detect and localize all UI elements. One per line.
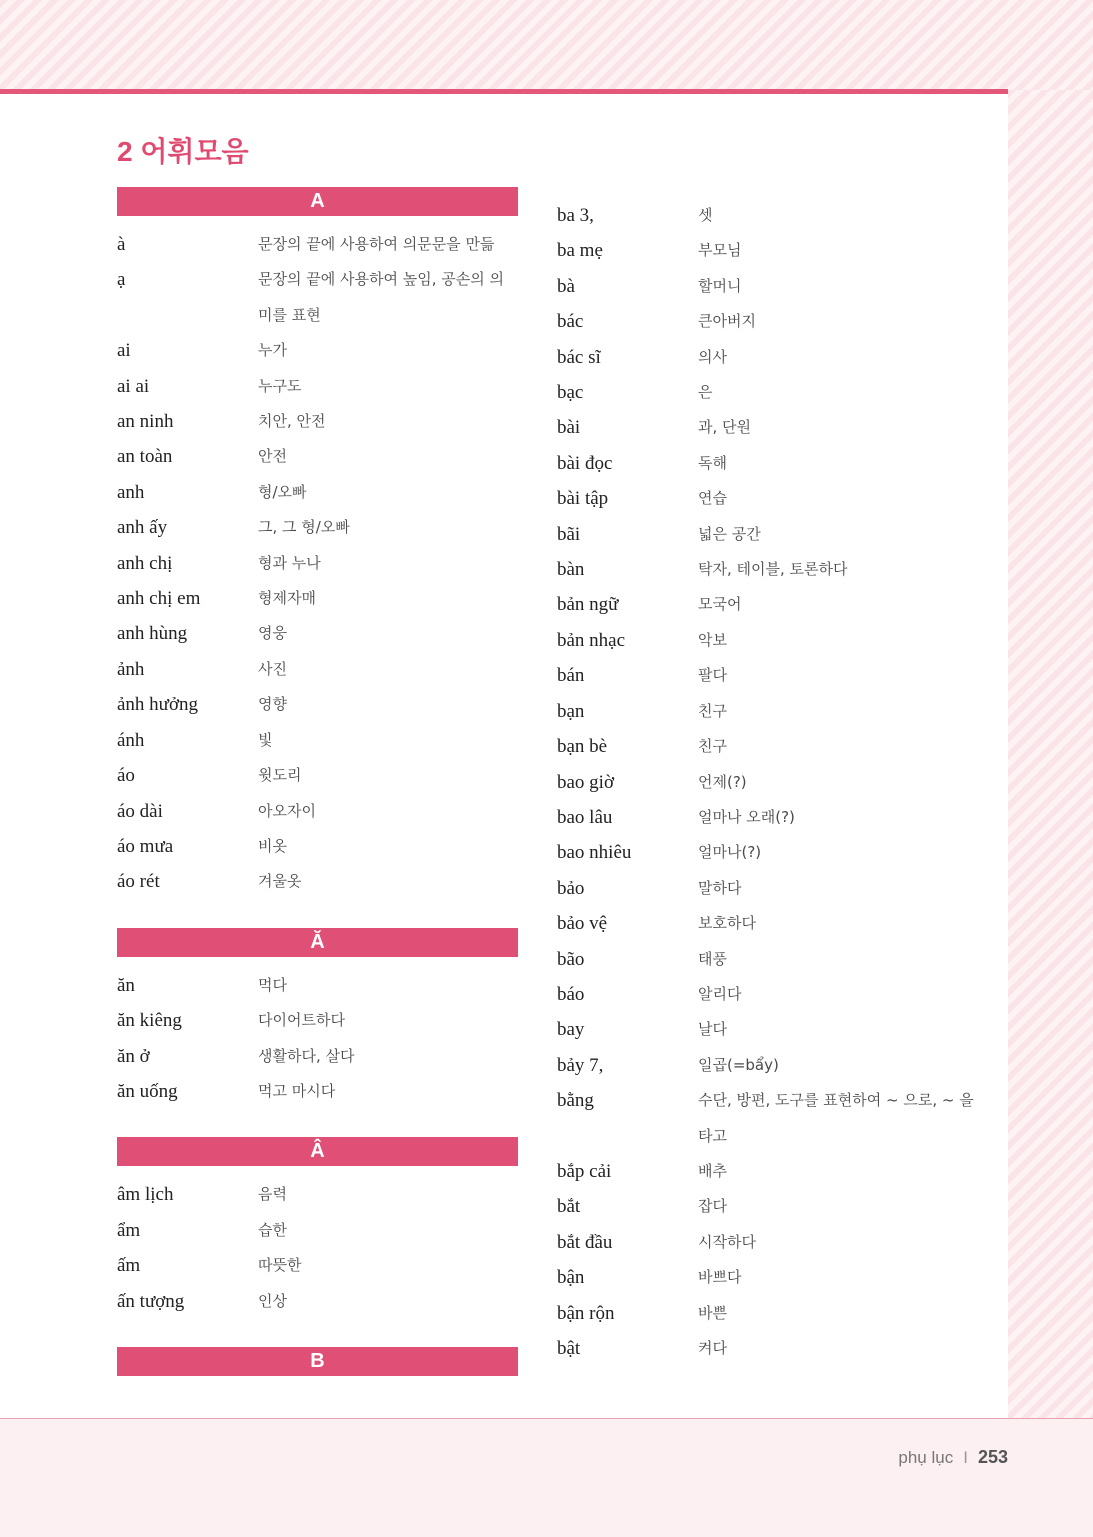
footer-label: phụ lục bbox=[898, 1448, 954, 1467]
vocab-word: ấm bbox=[117, 1255, 141, 1277]
vocab-entry bbox=[557, 1189, 977, 1224]
vocab-entry bbox=[557, 658, 977, 693]
vocab-entry bbox=[557, 552, 977, 587]
vocab-meaning: 팔다 bbox=[698, 666, 727, 685]
vocab-word: bảy 7, bbox=[557, 1054, 604, 1076]
vocab-word: bận rộn bbox=[557, 1302, 615, 1324]
right-column bbox=[557, 198, 977, 1366]
vocab-entry bbox=[117, 546, 518, 581]
vocab-meaning: 은 bbox=[698, 383, 713, 402]
vocab-entry bbox=[117, 227, 518, 262]
vocab-word: bão bbox=[557, 948, 585, 970]
vocab-entry bbox=[557, 340, 977, 375]
vocab-word: bãi bbox=[557, 523, 581, 545]
vocab-entry bbox=[117, 829, 518, 864]
letter-section bbox=[117, 1137, 518, 1319]
vocab-meaning: 친구 bbox=[698, 701, 727, 720]
vocab-entry bbox=[117, 510, 518, 545]
vocab-entry bbox=[117, 581, 518, 616]
vocab-word: bắp cải bbox=[557, 1160, 612, 1182]
vocab-meaning: 먹고 마시다 bbox=[258, 1081, 336, 1100]
vocab-word: anh hùng bbox=[117, 623, 188, 645]
vocab-word: anh bbox=[117, 481, 145, 503]
vocab-word: bay bbox=[557, 1019, 585, 1041]
vocab-meaning: 윗도리 bbox=[258, 766, 302, 785]
vocab-word: bác bbox=[557, 311, 584, 333]
vocab-entry bbox=[117, 687, 518, 722]
vocab-word: ảnh bbox=[117, 658, 145, 680]
vocab-entry bbox=[557, 375, 977, 410]
vocab-meaning: 사진 bbox=[258, 659, 287, 678]
vocab-entry bbox=[557, 446, 977, 481]
vocab-word: bận bbox=[557, 1267, 585, 1289]
vocab-entry bbox=[557, 1260, 977, 1295]
footer-text bbox=[898, 1447, 1008, 1468]
vocab-entry bbox=[117, 475, 518, 510]
vocab-word: ăn bbox=[117, 974, 135, 996]
vocab-word: ai ai bbox=[117, 375, 150, 397]
section-letter-header: Â bbox=[117, 1137, 518, 1166]
vocab-word: ba 3, bbox=[557, 205, 594, 226]
vocab-entry bbox=[557, 304, 977, 339]
vocab-meaning: 켜다 bbox=[698, 1339, 727, 1357]
right-decorative-band bbox=[1008, 90, 1093, 1418]
vocab-entry bbox=[557, 481, 977, 516]
vocab-meaning: 시작하다 bbox=[698, 1232, 756, 1251]
section-letter-header: Ă bbox=[117, 928, 518, 957]
vocab-word: bản nhạc bbox=[557, 629, 626, 651]
vocab-word: bài đọc bbox=[557, 452, 613, 474]
vocab-entry bbox=[117, 1213, 518, 1248]
vocab-meaning: 잡다 bbox=[698, 1197, 727, 1216]
vocab-meaning: 모국어 bbox=[698, 595, 742, 614]
vocab-entry bbox=[557, 1048, 977, 1083]
vocab-meaning: 알리다 bbox=[698, 984, 742, 1003]
vocab-entry bbox=[557, 410, 977, 445]
vocab-word: ba mẹ bbox=[557, 240, 603, 262]
vocab-meaning: 습한 bbox=[258, 1220, 287, 1239]
vocab-word: bạn bè bbox=[557, 736, 608, 758]
vocab-entry bbox=[117, 968, 518, 1003]
letter-section bbox=[117, 187, 518, 900]
vocab-entry bbox=[557, 694, 977, 729]
vocab-meaning: 부모님 bbox=[698, 241, 742, 260]
page-title: 2 어휘모음 bbox=[117, 136, 249, 167]
vocab-meaning: 언제(?) bbox=[698, 772, 747, 791]
vocab-word: bài tập bbox=[557, 488, 609, 510]
vocab-word: bản ngữ bbox=[557, 594, 619, 616]
vocab-word: anh ấy bbox=[117, 517, 168, 539]
vocab-meaning: 영웅 bbox=[258, 624, 287, 643]
vocab-meaning: 문장의 끝에 사용하여 높임, 공손의 의미를 표현 bbox=[258, 270, 504, 324]
vocab-meaning: 음력 bbox=[258, 1185, 287, 1204]
vocab-word: áo dài bbox=[117, 800, 163, 822]
vocab-meaning: 바쁜 bbox=[698, 1303, 727, 1322]
vocab-word: bắt bbox=[557, 1196, 581, 1218]
vocab-entry bbox=[557, 1083, 977, 1154]
vocab-word: bảo bbox=[557, 877, 585, 899]
vocab-entry bbox=[117, 262, 518, 333]
vocab-entry bbox=[117, 1177, 518, 1212]
left-column bbox=[117, 187, 518, 1404]
vocab-word: bà bbox=[557, 275, 575, 297]
vocab-word: bàn bbox=[557, 559, 585, 581]
vocab-meaning: 넓은 공간 bbox=[698, 524, 761, 543]
vocab-word: bao lâu bbox=[557, 806, 613, 828]
vocab-word: ạ bbox=[117, 269, 126, 291]
vocab-meaning: 탁자, 테이블, 토론하다 bbox=[698, 560, 848, 579]
vocab-meaning: 비옷 bbox=[258, 836, 287, 855]
footer-separator: I bbox=[963, 1448, 968, 1467]
vocab-word: anh chị bbox=[117, 552, 173, 574]
vocab-meaning: 치안, 안전 bbox=[258, 412, 326, 431]
page-number: 253 bbox=[977, 1447, 1008, 1467]
vocab-meaning: 형제자매 bbox=[258, 589, 316, 608]
vocab-entry bbox=[557, 1331, 977, 1366]
vocab-meaning: 셋 bbox=[698, 206, 713, 224]
vocab-meaning: 얼마나 오래(?) bbox=[698, 807, 795, 826]
vocab-word: bán bbox=[557, 665, 585, 687]
vocab-meaning: 그, 그 형/오빠 bbox=[258, 518, 350, 537]
vocab-entry bbox=[117, 1039, 518, 1074]
letter-section bbox=[117, 1347, 518, 1376]
vocab-meaning: 바쁘다 bbox=[698, 1268, 742, 1287]
vocab-word: bao nhiêu bbox=[557, 842, 632, 864]
vocab-entry bbox=[117, 1003, 518, 1038]
vocab-word: áo rét bbox=[117, 871, 160, 893]
vocab-entry bbox=[557, 198, 977, 233]
vocab-word: anh chị em bbox=[117, 588, 201, 610]
vocab-meaning: 인상 bbox=[258, 1291, 287, 1310]
vocab-meaning: 큰아버지 bbox=[698, 312, 756, 331]
vocab-word: à bbox=[117, 234, 126, 255]
vocab-entry bbox=[117, 1248, 518, 1283]
vocab-entry bbox=[557, 906, 977, 941]
section-letter-header: B bbox=[117, 1347, 518, 1376]
vocab-entry bbox=[557, 942, 977, 977]
vocab-meaning: 말하다 bbox=[698, 878, 742, 897]
vocab-meaning: 수단, 방편, 도구를 표현하여 ~ 으로, ~ 을 타고 bbox=[698, 1091, 974, 1145]
vocab-entry bbox=[557, 517, 977, 552]
vocab-word: ai bbox=[117, 340, 131, 362]
vocab-meaning: 날다 bbox=[698, 1020, 727, 1039]
vocab-entry bbox=[557, 1296, 977, 1331]
vocab-entry bbox=[557, 765, 977, 800]
vocab-word: bạc bbox=[557, 382, 584, 404]
footer bbox=[0, 1418, 1093, 1537]
vocab-word: bắt đầu bbox=[557, 1231, 613, 1253]
vocab-word: an toàn bbox=[117, 446, 173, 468]
vocab-word: ăn uống bbox=[117, 1080, 178, 1102]
top-decorative-band bbox=[0, 0, 1093, 90]
vocab-entry bbox=[117, 369, 518, 404]
vocab-word: bằng bbox=[557, 1090, 594, 1112]
vocab-word: ăn kiêng bbox=[117, 1010, 182, 1032]
vocab-entry bbox=[557, 269, 977, 304]
vocab-entry bbox=[557, 233, 977, 268]
vocab-entry bbox=[557, 871, 977, 906]
vocab-meaning: 독해 bbox=[698, 453, 727, 472]
letter-section bbox=[117, 928, 518, 1110]
vocab-meaning: 일곱(=bẩy) bbox=[698, 1055, 779, 1074]
vocab-entry bbox=[557, 1154, 977, 1189]
vocab-entry bbox=[557, 835, 977, 870]
vocab-word: áo mưa bbox=[117, 835, 174, 857]
vocab-word: ánh bbox=[117, 729, 145, 751]
vocab-word: bài bbox=[557, 417, 581, 439]
vocab-entry bbox=[117, 333, 518, 368]
vocab-entry bbox=[117, 404, 518, 439]
vocab-entry bbox=[117, 794, 518, 829]
vocab-meaning: 연습 bbox=[698, 489, 727, 508]
vocab-entry bbox=[117, 758, 518, 793]
vocab-entry bbox=[557, 623, 977, 658]
vocab-meaning: 과, 단원 bbox=[698, 418, 752, 437]
vocab-word: ẩm bbox=[117, 1219, 141, 1241]
vocab-meaning: 의사 bbox=[698, 347, 727, 366]
top-divider bbox=[0, 89, 1008, 94]
vocab-entry bbox=[557, 1225, 977, 1260]
vocab-meaning: 보호하다 bbox=[698, 914, 756, 933]
vocab-meaning: 배추 bbox=[698, 1161, 727, 1180]
vocab-word: bảo vệ bbox=[557, 913, 608, 935]
vocab-meaning: 친구 bbox=[698, 737, 727, 756]
vocab-entry bbox=[557, 977, 977, 1012]
vocab-word: ảnh hưởng bbox=[117, 694, 199, 716]
vocab-meaning: 안전 bbox=[258, 447, 287, 466]
vocab-meaning: 누가 bbox=[258, 341, 287, 360]
vocab-meaning: 따뜻한 bbox=[258, 1256, 302, 1275]
vocab-word: bác sĩ bbox=[557, 346, 601, 368]
vocab-meaning: 문장의 끝에 사용하여 의문문을 만듦 bbox=[258, 235, 495, 253]
vocab-meaning: 태풍 bbox=[698, 949, 727, 968]
vocab-entry bbox=[557, 800, 977, 835]
vocab-meaning: 빛 bbox=[258, 730, 273, 749]
vocab-entry bbox=[117, 439, 518, 474]
vocab-meaning: 할머니 bbox=[698, 276, 742, 295]
vocab-entry bbox=[117, 616, 518, 651]
vocab-meaning: 겨울옷 bbox=[258, 872, 302, 891]
vocab-word: an ninh bbox=[117, 411, 174, 433]
vocab-word: ấn tượng bbox=[117, 1290, 185, 1312]
vocab-entry bbox=[117, 652, 518, 687]
vocab-entry bbox=[117, 723, 518, 758]
vocab-meaning: 아오자이 bbox=[258, 801, 316, 820]
vocab-meaning: 악보 bbox=[698, 630, 727, 649]
vocab-meaning: 누구도 bbox=[258, 376, 302, 395]
vocab-word: bao giờ bbox=[557, 771, 615, 793]
vocab-word: bật bbox=[557, 1338, 581, 1359]
vocab-entry bbox=[117, 1284, 518, 1319]
vocab-word: áo bbox=[117, 765, 135, 787]
vocab-meaning: 형/오빠 bbox=[258, 482, 307, 501]
vocab-meaning: 영향 bbox=[258, 695, 287, 714]
vocab-entry bbox=[557, 729, 977, 764]
vocab-entry bbox=[117, 1074, 518, 1109]
section-letter-header: A bbox=[117, 187, 518, 216]
vocab-entry bbox=[117, 864, 518, 899]
vocab-meaning: 얼마나(?) bbox=[698, 843, 762, 862]
vocab-word: âm lịch bbox=[117, 1184, 174, 1206]
vocab-word: ăn ở bbox=[117, 1045, 150, 1067]
vocab-entry bbox=[557, 1012, 977, 1047]
vocab-meaning: 먹다 bbox=[258, 975, 287, 994]
vocab-meaning: 다이어트하다 bbox=[258, 1011, 345, 1030]
vocab-entry bbox=[557, 587, 977, 622]
vocab-meaning: 형과 누나 bbox=[258, 553, 321, 572]
vocab-word: báo bbox=[557, 983, 585, 1005]
vocab-meaning: 생활하다, 살다 bbox=[258, 1046, 355, 1065]
vocab-word: bạn bbox=[557, 700, 585, 722]
